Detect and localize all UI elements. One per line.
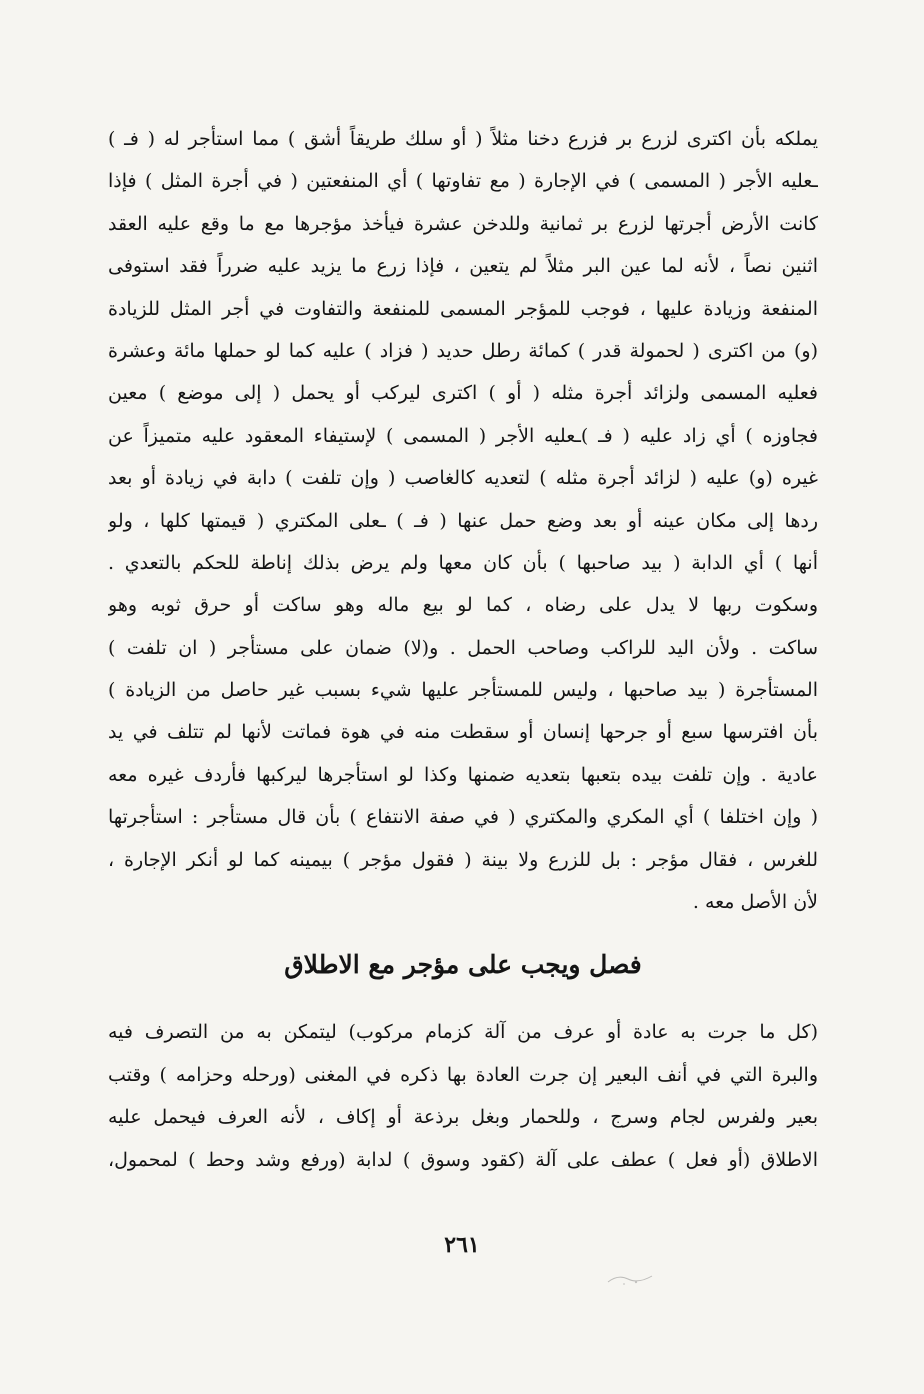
text-line: المنفعة وزيادة عليها ، فوجب للمؤجر المسمى للمنفعة والتفاوت في أجر المثل للزيادة [108,297,818,320]
text-line: ردها إلى مكان عينه أو بعد وضع حمل عنها ( فـ ) ـعلى المكتري ( قيمتها كلها ، ولو [108,509,818,532]
text-line: بأن افترسها سبع أو جرحها إنسان أو سقطت منه في هوة فماتت لأنها لم تتلف في يد [108,721,818,744]
text-line: لأن الأصل معه . [692,891,818,914]
text-line: المستأجرة ( بيد صاحبها ، وليس للمستأجر عليها شيء بسبب غير حاصل من الزيادة ) [108,679,818,702]
text-line: غيره (و) عليه ( لزائد أجرة مثله ) لتعديه كالغاصب ( وإن تلفت ) دابة في زيادة أو بعد [108,467,818,490]
section-heading: فصل ويجب على مؤجر مع الاطلاق [284,950,642,980]
text-line: ـعليه الأجر ( المسمى ) في الإجارة ( مع تفاوتها ) أي المنفعتين ( في أجرة المثل ) فإذا [108,170,818,193]
text-line: اثنين نصاً ، لأنه لما عين البر مثلاً لم يتعين ، فإذا زرع ما يزيد عليه ضرراً فقد استوفى [108,255,818,278]
body-section-2 [108,1011,818,1181]
text-line: ( وإن اختلفا ) أي المكري والمكتري ( في صفة الانتفاع ) بأن قال مستأجر : استأجرتها [108,806,818,829]
body-section-1 [108,118,818,923]
text-line: للغرس ، فقال مؤجر : بل للزرع ولا بينة ( فقول مؤجر ) بيمينه كما لو أنكر الإجارة ، [108,848,818,871]
page-number: ٢٦١ [444,1232,480,1258]
text-line: عادية . وإن تلفت بيده بتعبها بتعديه ضمنها وكذا لو استأجرها ليركبها فأردف غيره معه [108,763,818,786]
text-line: (و) من اكترى ( لحمولة قدر ) كمائة رطل حديد ( فزاد ) عليه كما لو حملها مائة وعشرة [108,339,818,362]
text-line: أنها ) أي الدابة ( بيد صاحبها ) بأن كان معها ولم يرض بذلك إناطة للحكم بالتعدي . [108,551,818,574]
text-line: (كل ما جرت به عادة أو عرف من آلة كزمام مركوب) ليتمكن به من التصرف فيه [108,1021,818,1044]
text-line: فعليه المسمى ولزائد أجرة مثله ( أو ) اكترى ليركب أو يحمل ( إلى موضع ) معين [108,382,818,405]
text-line: فجاوزه ) أي زاد عليه ( فـ )ـعليه الأجر ( المسمى ) لإستيفاء المعقود عليه متميزاً عن [108,424,818,447]
text-line: وسكوت ربها لا يدل على رضاه ، كما لو بيع ماله وهو ساكت أو حرق ثوبه وهو [108,594,818,617]
text-line: ساكت . ولأن اليد للراكب وصاحب الحمل . و(لا) ضمان على مستأجر ( ان تلفت ) [108,636,818,659]
text-line: يملكه بأن اكترى لزرع بر فزرع دخنا مثلاً ( أو سلك طريقاً أشق ) مما استأجر له ( فـ ) [108,128,818,150]
text-line: والبرة التي في أنف البعير إن جرت العادة بها ذكره في المغنى (ورحله وحزامه ) وقتب [108,1063,818,1086]
text-line: كانت الأرض أجرتها لزرع بر ثمانية وللدخن عشرة فيأخذ مؤجرها مع ما وقع عليه العقد [108,212,818,235]
ink-smudge-mark [606,1270,656,1288]
text-line: بعير ولفرس لجام وسرج ، وللحمار وبغل برذعة أو إكاف ، لأنه العرف فيحمل عليه [108,1106,818,1129]
text-line: الاطلاق (أو فعل ) عطف على آلة (كقود وسوق ) لدابة (ورفع وشد وحط ) لمحمول، [108,1148,818,1171]
